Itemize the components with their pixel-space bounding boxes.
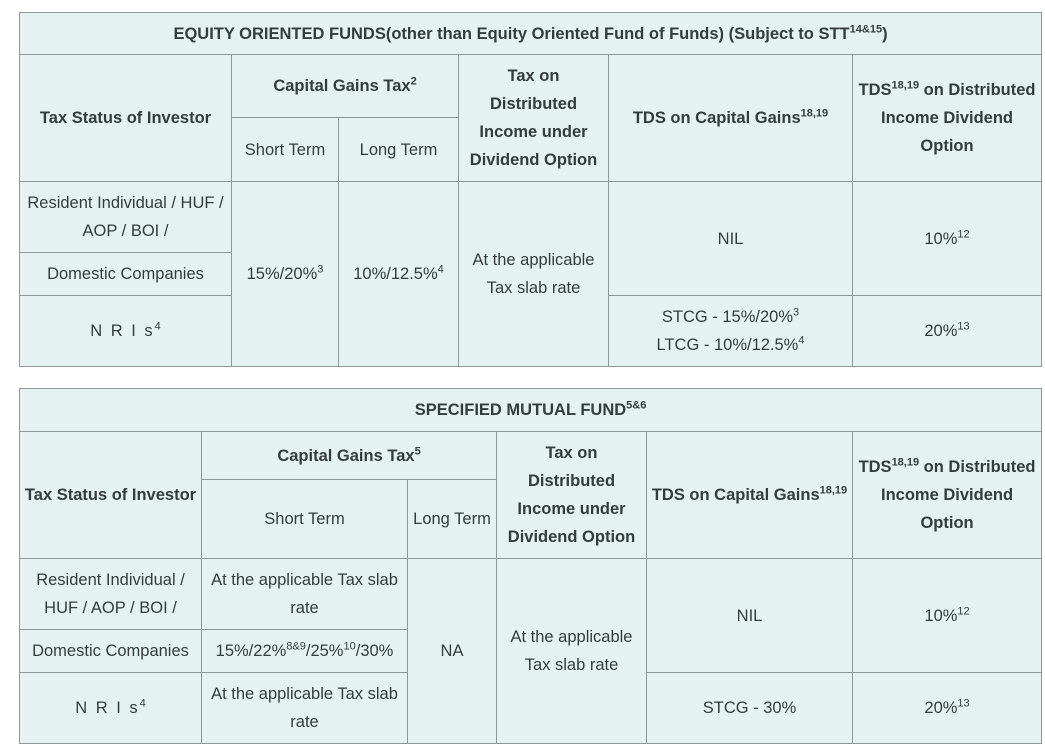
header-tds-capital-gains: TDS on Capital Gains$^{18,19}$ [647,432,853,559]
header-long-term: Long Term [408,480,497,559]
table-title: SPECIFIED MUTUAL $FUND^{5\&6}$ [20,389,1042,432]
header-tax-status: Tax Status of Investor [20,432,202,559]
header-short-term: Short Term [202,480,408,559]
distributed-income-value: At the applicable Tax slab rate [497,559,647,744]
table-title: EQUITY ORIENTED FUNDS(other than Equity Oriented Fund of Funds) (Subject to $STT^{14\&15}$) [20,13,1042,55]
short-term-value: 15%/20%$^3$ [232,182,339,367]
header-short-term: Short Term [232,118,339,182]
short-term-nri: At the applicable Tax slab rate [202,673,408,744]
header-tds-capital-gains: TDS on Capital Gains$^{18,19}$ [609,55,853,182]
header-capital-gains-tax: Capital Gains Tax$^2$ [232,55,459,118]
status-resident: Resident Individual / HUF / AOP / BOI / [20,559,202,630]
status-resident: Resident Individual / HUF / AOP / BOI / [20,182,232,253]
header-tds-distributed-income: TDS$^{18,19}$ on Distributed Income Dividend Option [853,432,1042,559]
header-long-term: Long Term [339,118,459,182]
status-domestic-companies: Domestic Companies [20,630,202,673]
status-nri: N R I $s^4$ [20,296,232,367]
header-tax-distributed-income: Tax on Distributed Income under Dividend Option [497,432,647,559]
header-capital-gains-tax: Capital Gains Tax$^5$ [202,432,497,480]
tds-cg-nri: STCG - 30% [647,673,853,744]
tds-di-resident: 10%$^{12}$ [853,182,1042,296]
tds-cg-nri: STCG - 15%/20%$^3$ LTCG - 10%/12.5%$^4$ [609,296,853,367]
short-term-resident: At the applicable Tax slab rate [202,559,408,630]
long-term-value: 10%/12.5%$^4$ [339,182,459,367]
tds-cg-resident: NIL [647,559,853,673]
specified-mutual-fund-table [19,388,1042,744]
tds-di-resident: 10%$^{12}$ [853,559,1042,673]
header-tax-status: Tax Status of Investor [20,55,232,182]
header-tax-distributed-income: Tax on Distributed Income under Dividend Option [459,55,609,182]
long-term-value: NA [408,559,497,744]
status-domestic-companies: Domestic Companies [20,253,232,296]
tds-di-nri: 20%$^{13}$ [853,296,1042,367]
distributed-income-value: At the applicable Tax slab rate [459,182,609,367]
equity-funds-table [19,12,1042,367]
short-term-domestic: 15%/22%$^{8\&9}$/25%$^{10}$/30% [202,630,408,673]
status-nri: N R I $s^4$ [20,673,202,744]
header-tds-distributed-income: TDS$^{18,19}$ on Distributed Income Dividend Option [853,55,1042,182]
tds-cg-resident: NIL [609,182,853,296]
tds-di-nri: 20%$^{13}$ [853,673,1042,744]
